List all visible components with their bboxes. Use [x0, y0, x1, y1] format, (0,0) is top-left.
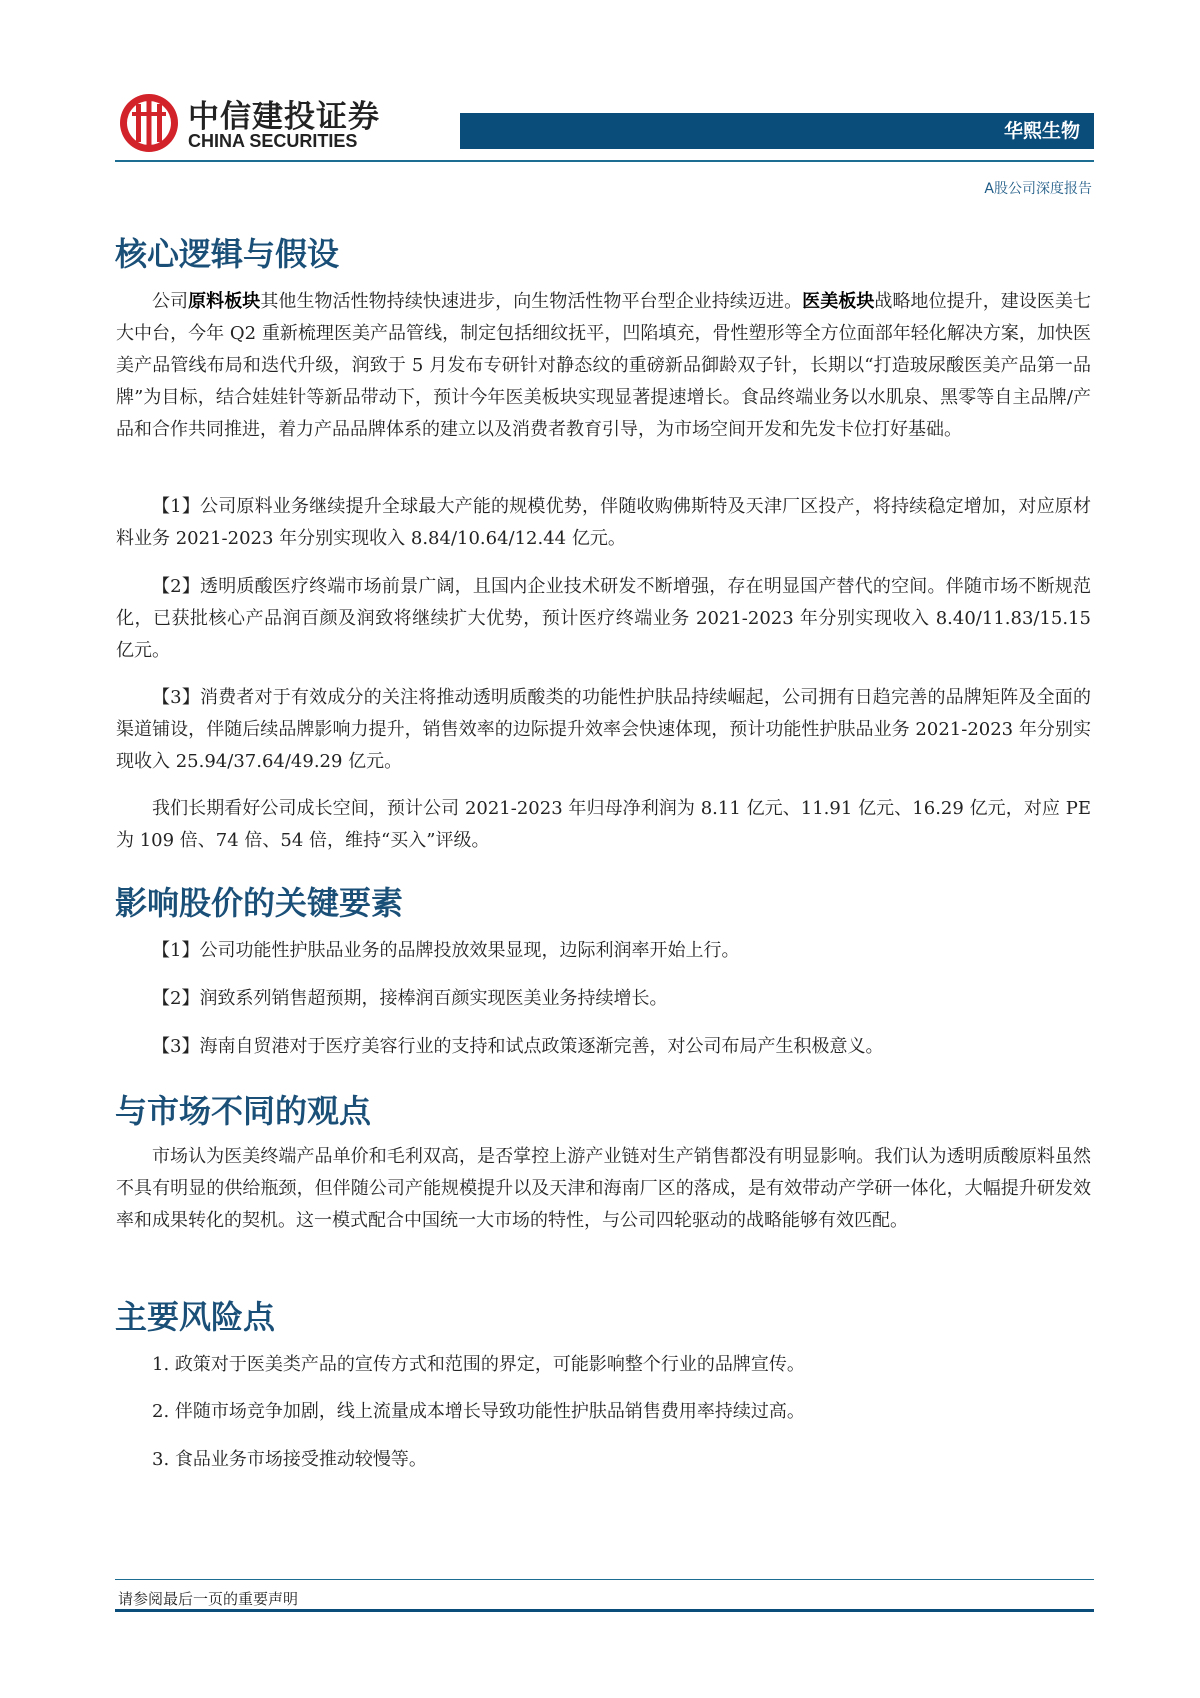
text: 战略地位提升，建设医美七大中台，今年 Q2 重新梳理医美产品管线，制定包括细纹抚平，凹陷填充，骨性塑形等全方位面部年轻化解决方案，加快医美产品管线布局和迭代升级，润致于 5 月发布专研针对静态纹的重磅新品御龄双子针，长期以“打造玻尿酸医美产品第一品牌”为目标，结合娃娃针等新品带动下，预计今年医美板块实现显著提速增长。食品终端业务以水肌泉、黑零等自主品牌/产品和合作共同推进，着力产品品牌体系的建立以及消费者教育引导，为市场空间开发和先发卡位打好基础。 — [116, 291, 1092, 440]
china-securities-logo-icon — [118, 92, 180, 154]
header-divider — [115, 160, 1094, 162]
list-item: 【3】海南自贸港对于医疗美容行业的支持和试点政策逐渐完善，对公司布局产生积极意义。 — [152, 1036, 884, 1057]
paragraph-different-view: 市场认为医美终端产品单价和毛利双高，是否掌控上游产业链对生产销售都没有明显影响。我们认为透明质酸原料虽然不具有明显的供给瓶颈，但伴随公司产能规模提升以及天津和海南厂区的落成，是有效带动产学研一体化，大幅提升研发效率和成果转化的契机。这一模式配合中国统一大市场的特性，与公司四轮驱动的战略能够有效匹配。 — [116, 1146, 1091, 1231]
logo-english-name: CHINA SECURITIES — [188, 131, 358, 151]
list-item: 【1】公司功能性护肤品业务的品牌投放效果显现，边际利润率开始上行。 — [152, 940, 740, 961]
footer-divider-bottom — [115, 1609, 1094, 1612]
text: 其他生物活性物持续快速进步，向生物活性物平台型企业持续迈进。 — [260, 291, 803, 312]
paragraph-valuation: 我们长期看好公司成长空间，预计公司 2021-2023 年归母净利润为 8.11 亿元、11.91 亿元、16.29 亿元，对应 PE 为 109 倍、74 倍、54 倍，维持“买入”评级。 — [116, 798, 1091, 851]
section-title-different-view: 与市场不同的观点 — [115, 1092, 372, 1130]
text: 公司 — [152, 291, 189, 312]
list-item: 2. 伴随市场竞争加剧，线上流量成本增长导致功能性护肤品销售费用率持续过高。 — [152, 1401, 805, 1422]
paragraph-assumption-1: 【1】公司原料业务继续提升全球最大产能的规模优势，伴随收购佛斯特及天津厂区投产，将持续稳定增加，对应原材料业务 2021-2023 年分别实现收入 8.84/10.64/12.44 亿元。 — [116, 496, 1091, 549]
company-logo — [118, 91, 388, 155]
bold-medical-aesthetics: 医美板块 — [802, 291, 875, 312]
list-item: 1. 政策对于医美类产品的宣传方式和范围的界定，可能影响整个行业的品牌宣传。 — [152, 1354, 805, 1375]
paragraph-assumption-2: 【2】透明质酸医疗终端市场前景广阔，且国内企业技术研发不断增强，存在明显国产替代的空间。伴随市场不断规范化，已获批核心产品润百颜及润致将继续扩大优势，预计医疗终端业务 2021-2023 年分别实现收入 8.40/11.83/15.15 亿元。 — [116, 576, 1091, 661]
list-item: 3. 食品业务市场接受推动较慢等。 — [152, 1449, 427, 1470]
footer-divider-top — [115, 1579, 1094, 1580]
company-name-banner: 华熙生物 — [460, 113, 1094, 149]
section-title-key-factors: 影响股价的关键要素 — [115, 884, 404, 922]
report-type: A股公司深度报告 — [984, 181, 1092, 197]
logo-chinese-name: 中信建投证券 — [188, 99, 380, 135]
footer-disclaimer: 请参阅最后一页的重要声明 — [118, 1590, 299, 1608]
section-title-risks: 主要风险点 — [115, 1298, 276, 1336]
section-title-core-logic: 核心逻辑与假设 — [115, 235, 340, 273]
paragraph-overview — [116, 286, 1091, 446]
bold-raw-material: 原料板块 — [188, 291, 261, 312]
paragraph-assumption-3: 【3】消费者对于有效成分的关注将推动透明质酸类的功能性护肤品持续崛起，公司拥有日趋完善的品牌矩阵及全面的渠道铺设，伴随后续品牌影响力提升，销售效率的边际提升效率会快速体现，预计功能性护肤品业务 2021-2023 年分别实现收入 25.94/37.64/49.29 亿元。 — [116, 687, 1091, 772]
list-item: 【2】润致系列销售超预期，接棒润百颜实现医美业务持续增长。 — [152, 988, 668, 1009]
